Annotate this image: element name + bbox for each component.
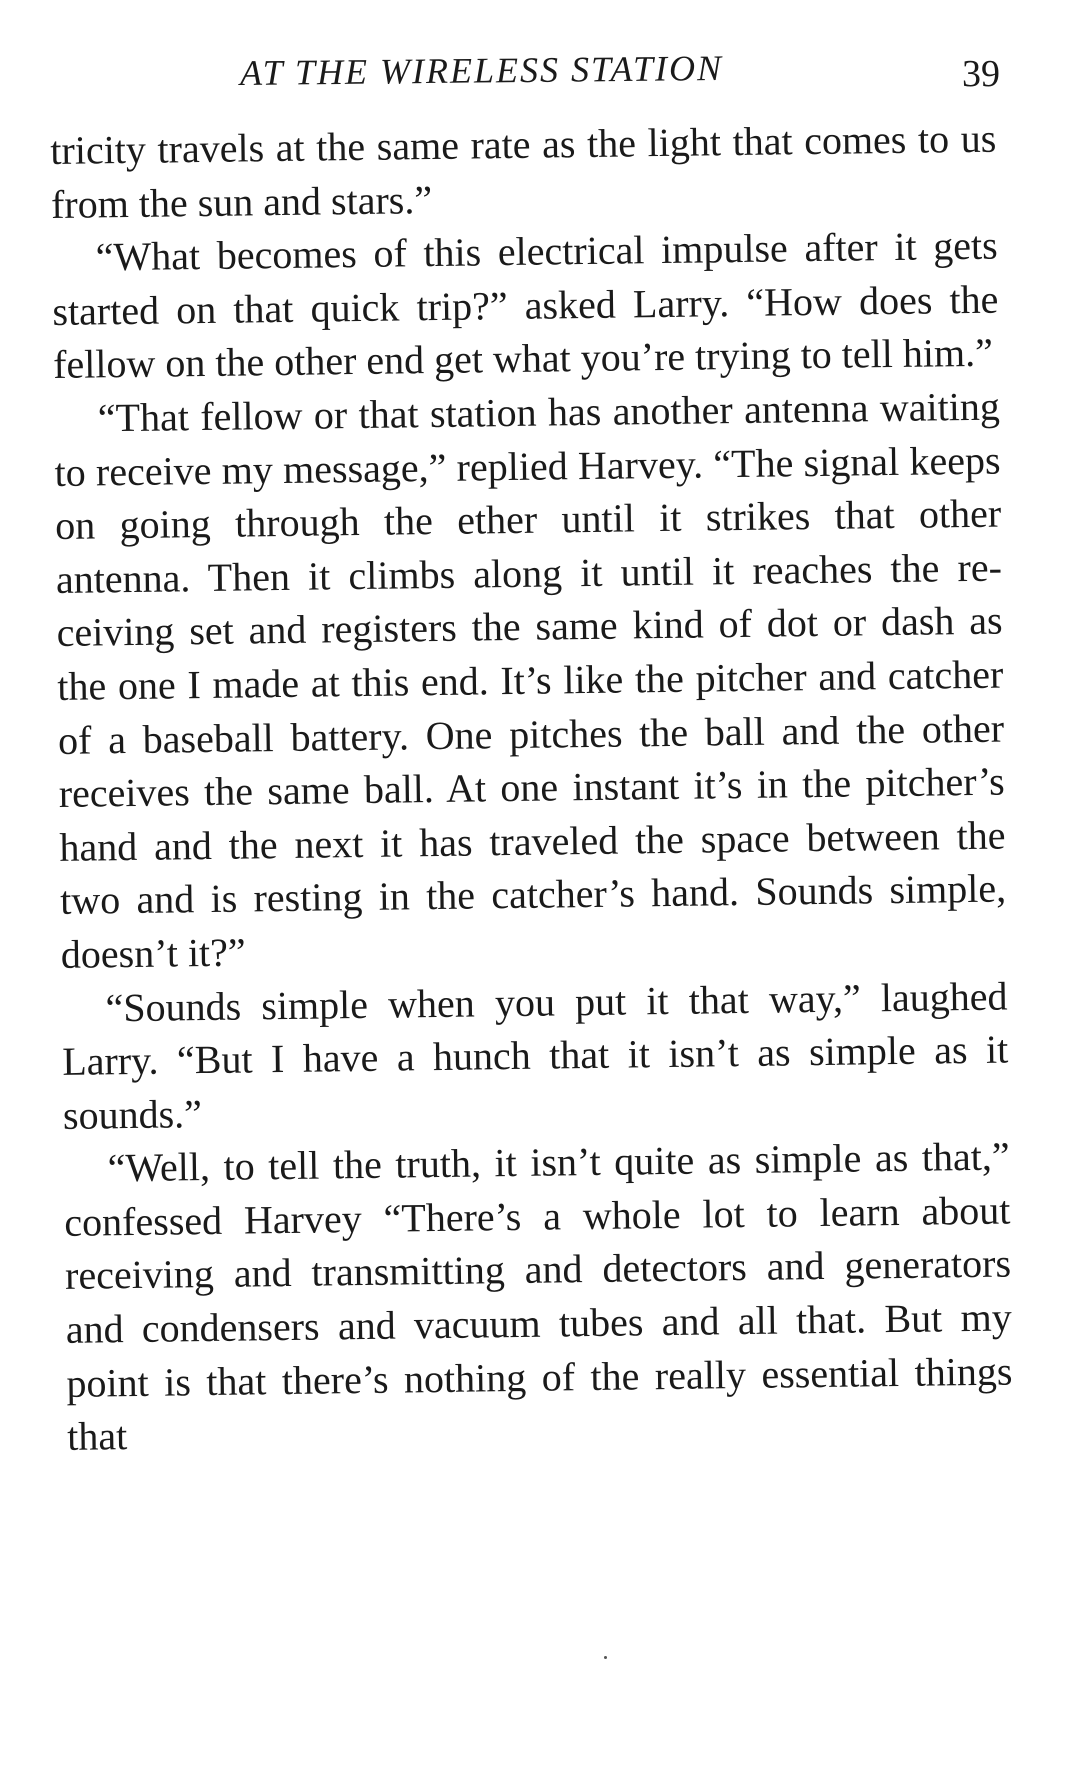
page-number: 39 <box>962 53 1000 95</box>
body-text <box>50 112 1013 1464</box>
ink-speck <box>604 1656 607 1659</box>
running-head: AT THE WIRELESS STATION <box>239 47 724 93</box>
paragraph-5: “Well, to tell the truth, it isn’t quite as simple as that,” confessed Harvey “There’s a whole lot to learn about receiving and transmitting and detectors and generators and condensers and vacuum tubes and all that. But my point is that there’s nothing of the really essential things that <box>64 1133 1013 1460</box>
paragraph-4: “Sounds simple when you put it that way,” laughed Larry. “But I have a hunch that it isn’t as simple as it sounds.” <box>61 973 1009 1138</box>
paragraph-2: “What becomes of this electrical impulse after it gets started on that quick trip?” asked Larry. “How does the fellow on the other end get what you’re trying to tell him.” <box>52 222 999 388</box>
paragraph-3: “That fellow or that station has another antenna waiting to receive my message,” replied Harvey. “The signal keeps on going through the ether until it strikes that other antenna. Then it climbs along it until it reaches the receiving set and registers the same kind of dot or dash as the one I made at this end. It’s like the pitcher and catcher of a baseball battery. One pitches the ball and the other receives the same ball. At one instant it’s in the pitcher’s hand and the next it has traveled the space between the two and is resting in the catcher’s hand. Sounds simple, doesn’t it?” <box>54 383 1007 977</box>
page-header <box>50 46 1000 102</box>
paragraph-1: tricity travels at the same rate as the light that comes to us from the sun and stars.” <box>50 115 997 227</box>
